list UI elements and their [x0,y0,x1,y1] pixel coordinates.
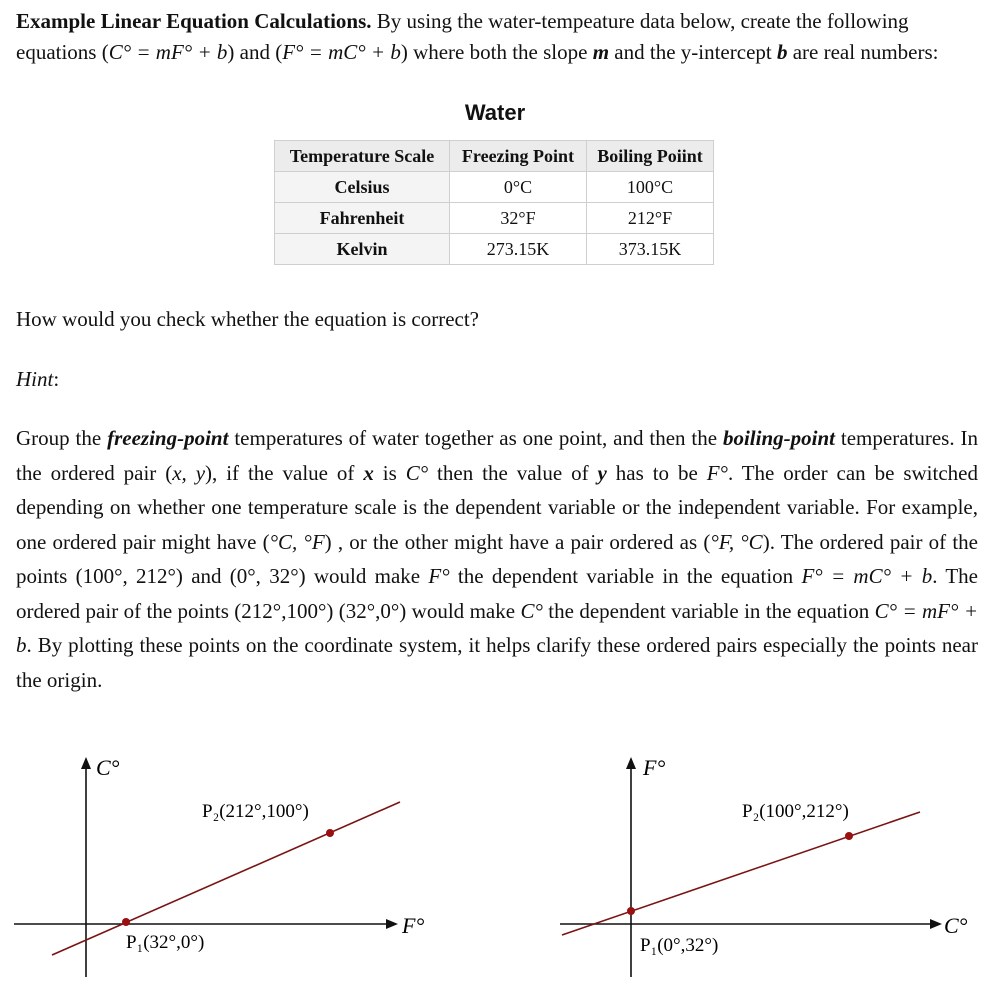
body-text: is [373,460,406,485]
body-text: temperatures of water together as one point, and then the [228,426,723,450]
row-scale-name: Kelvin [275,234,450,265]
intro-paragraph [16,6,978,68]
graph-fahrenheit-vs-celsius [540,745,1000,985]
header-boiling-point: Boiling Poiint [587,141,714,172]
y-variable: y [597,460,607,485]
body-text: the dependent variable in the equation [449,564,802,588]
row-boiling-value: 373.15K [587,234,714,265]
point-p2 [326,829,334,837]
body-text: . By plotting these points on the coordinate system, it helps clarify these ordered pairs especially the points near the origin. [16,633,978,692]
intro-equation-1: C° = mF° + b [108,40,228,64]
body-text: the dependent variable in the equation [542,598,875,623]
intercept-symbol: b [776,40,788,64]
y-axis-label: C° [96,755,120,780]
body-text: Group the [16,426,108,450]
row-boiling-value: 100°C [587,172,714,203]
temperature-table [274,140,714,265]
celsius-symbol: C° [520,598,543,623]
slope-symbol: m [592,40,610,64]
body-text: has to be [606,460,707,485]
y-axis-label: F° [643,755,666,780]
point-p2-label: P₂(212°,100°) [202,801,309,822]
body-text: . The ordered pair of the points (212°,100°) (32°,0°) would make [16,564,978,623]
intro-text-2: ) and ( [227,40,283,64]
intro-text-4: and the y-intercept [609,40,777,64]
point-p1 [122,918,130,926]
row-freezing-value: 32°F [450,203,587,234]
explanation-paragraph [16,421,978,697]
x-axis-label: F° [402,913,425,938]
equation-f-of-c: F° = mC° + b [801,564,933,588]
intro-text-1: By using the water-tempeature data below, create the following equations ( [16,9,909,64]
regression-line [562,812,920,935]
equation-c-of-f: C° = mF° + b [16,598,978,657]
table-row [275,172,714,203]
table-header-row [275,141,714,172]
boiling-point-term: boiling-point [722,426,835,450]
hint-colon: : [53,367,60,391]
hint-word: Hint [16,367,54,391]
x-variable: x [363,460,374,485]
body-text: . The order can be switched depending on whether one temperature scale is the dependent variable or the independent variable. For example, one ordered pair might have ( [16,460,978,554]
freezing-point-term: freezing-point [107,426,229,450]
body-text: temperatures. In the ordered pair ( [16,426,978,485]
point-p2 [845,832,853,840]
graph-celsius-vs-fahrenheit [0,745,480,985]
fahrenheit-symbol: F° [706,460,728,485]
point-p1 [627,907,635,915]
xy-pair: x, y [172,460,206,485]
regression-line [52,802,400,955]
hint-label [16,364,978,395]
pair-f-c: °F, °C [710,529,763,554]
row-boiling-value: 212°F [587,203,714,234]
question-text: How would you check whether the equation is correct? [16,307,480,331]
row-scale-name: Fahrenheit [275,203,450,234]
celsius-symbol: C° [405,460,429,485]
row-freezing-value: 0°C [450,172,587,203]
header-temperature-scale: Temperature Scale [275,141,450,172]
point-p2-label: P₂(100°,212°) [742,801,849,822]
row-scale-name: Celsius [275,172,450,203]
header-freezing-point: Freezing Point [450,141,587,172]
table-title: Water [464,100,526,125]
intro-text-3: ) where both the slope [400,40,593,64]
body-text: ) , or the other might have a pair ordered as ( [324,529,711,554]
pair-c-f: °C, °F [269,529,325,554]
intro-text-5: are real numbers: [787,40,939,64]
example-title: Example Linear Equation Calculations. [16,9,372,33]
body-text: ). The ordered pair of the points (100°, 212°) and (0°, 32°) would make [16,529,978,588]
body-text: ), if the value of [205,460,364,485]
point-p1-label: P₁(32°,0°) [126,932,205,953]
body-text: then the value of [428,460,598,485]
table-row [275,203,714,234]
x-axis-label: C° [944,913,968,938]
row-freezing-value: 273.15K [450,234,587,265]
table-row [275,234,714,265]
point-p1-label: P₁(0°,32°) [640,935,719,956]
intro-equation-2: F° = mC° + b [282,40,401,64]
fahrenheit-symbol: F° [428,564,450,588]
